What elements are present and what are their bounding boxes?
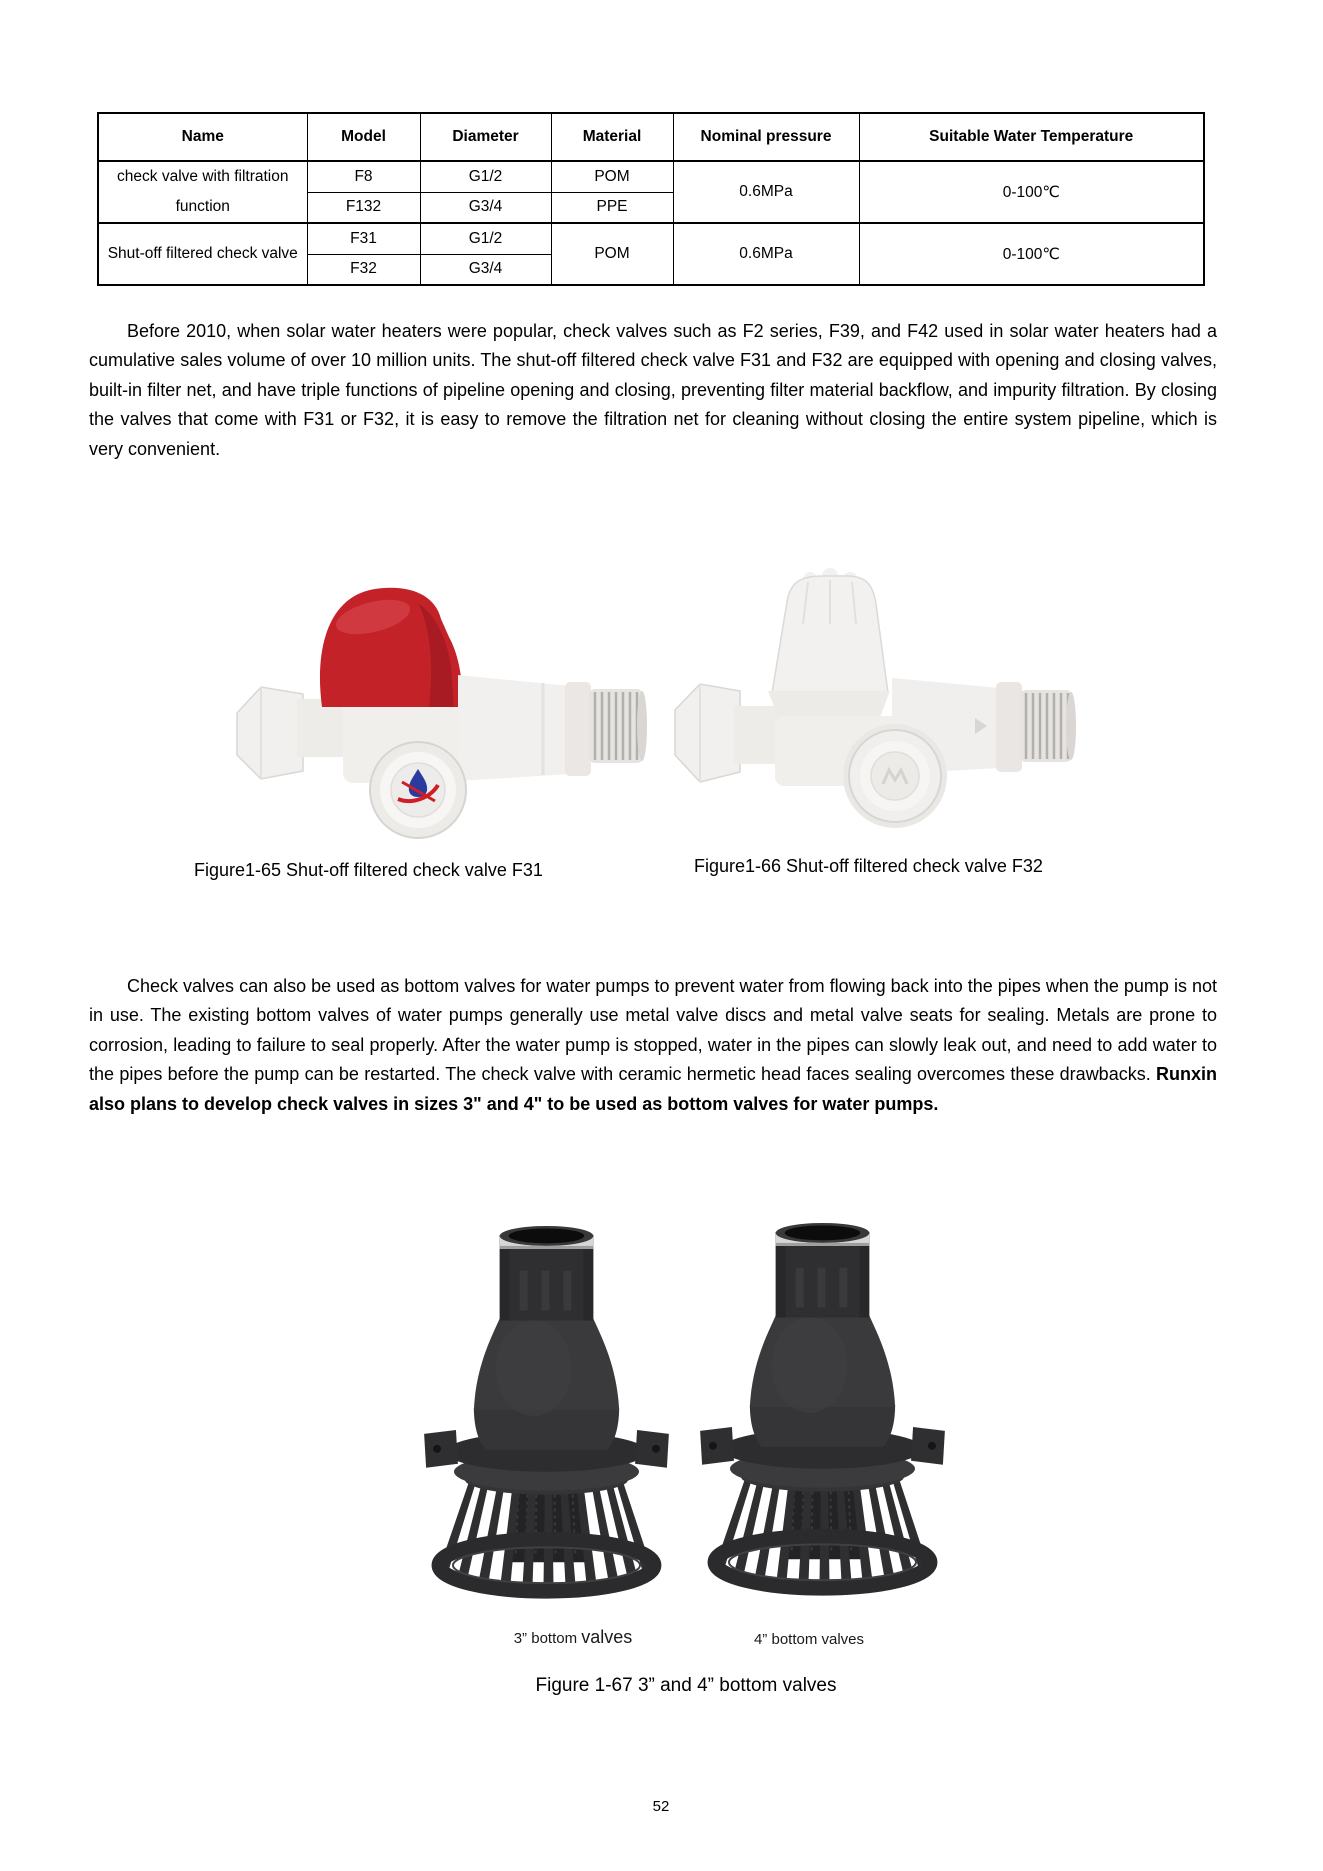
- cell-material-group2: POM: [551, 223, 673, 285]
- threaded-end: [1020, 690, 1076, 762]
- cell-name-group2: Shut-off filtered check valve: [98, 223, 307, 285]
- label-4inch-bottom-valves: 4” bottom valves: [753, 1631, 865, 1648]
- valve-f32-photo: [660, 560, 1080, 832]
- paragraph-bottom-valves: [89, 972, 1217, 1119]
- valve-spec-table: [97, 112, 1205, 286]
- page-number: 52: [652, 1798, 670, 1815]
- cell-model-f32: F32: [307, 254, 420, 285]
- valve-f31-photo: [225, 575, 655, 843]
- valve-f32-body: [675, 568, 1076, 828]
- paragraph-solar-water-heaters: Before 2010, when solar water heaters were popular, check valves such as F2 series, F39, and F42 used in solar water heaters had a cumulative sales volume of over 10 million units. The shut-off filtered check valve F31 and F32 are equipped with opening and closing valves, built-in filter net, and have triple functions of pipeline opening and closing, preventing filter material backflow, and impurity filtration. By closing the valves that come with F31 or F32, it is easy to remove the filtration net for cleaning without closing the entire system pipeline, which is very convenient.: [89, 321, 1217, 459]
- cell-material-f8: POM: [551, 161, 673, 192]
- label-3inch-bottom-valves: [463, 1627, 683, 1648]
- filter-cap: [370, 742, 466, 838]
- cell-material-f132: PPE: [551, 192, 673, 223]
- cell-model-f132: F132: [307, 192, 420, 223]
- label-3inch-suffix: valves: [581, 1627, 633, 1647]
- cell-temperature-group1: 0-100℃: [859, 161, 1204, 223]
- table-row: [98, 223, 1204, 254]
- cell-model-f31: F31: [307, 223, 420, 254]
- header-material: Material: [551, 113, 673, 161]
- header-nominal-pressure: Nominal pressure: [673, 113, 859, 161]
- bottom-valve-3inch-photo: [422, 1219, 671, 1617]
- hex-nut: [237, 687, 303, 779]
- cell-temperature-group2: 0-100℃: [859, 223, 1204, 285]
- paragraph-bottom-valves-bold: Runxin also plans to develop check valves in sizes 3" and 4" to be used as bottom valves for water pumps.: [89, 1064, 1217, 1114]
- figure-1-65-caption: Figure1-65 Shut-off filtered check valve F31: [194, 860, 543, 880]
- label-3inch-prefix: 3” bottom: [513, 1630, 582, 1647]
- threaded-end: [589, 689, 647, 763]
- cell-pressure-group1: 0.6MPa: [673, 161, 859, 223]
- white-handle: [772, 568, 888, 693]
- cell-diameter-f8: G1/2: [420, 161, 551, 192]
- header-diameter: Diameter: [420, 113, 551, 161]
- hex-nut: [675, 684, 740, 782]
- cell-diameter-f31: G1/2: [420, 223, 551, 254]
- red-handle: [320, 588, 462, 707]
- cell-pressure-group2: 0.6MPa: [673, 223, 859, 285]
- header-water-temperature: Suitable Water Temperature: [859, 113, 1204, 161]
- paragraph-bottom-valves-text: Check valves can also be used as bottom valves for water pumps to prevent water from flowing back into the pipes when the pump is not in use. The existing bottom valves of water pumps generally use metal valve discs and metal valve seats for sealing. Metals are prone to corrosion, leading to failure to seal properly. After the water pump is stopped, water in the pipes can slowly leak out, and need to add water to the pipes before the pump can be restarted. The check valve with ceramic hermetic head faces sealing overcomes these drawbacks.: [89, 976, 1217, 1085]
- cell-model-f8: F8: [307, 161, 420, 192]
- table-header-row: [98, 113, 1204, 161]
- valve-f31-body: [237, 588, 647, 838]
- table-row: [98, 161, 1204, 192]
- bottom-valve-4inch-photo: [698, 1216, 947, 1614]
- cell-diameter-f132: G3/4: [420, 192, 551, 223]
- cell-diameter-f32: G3/4: [420, 254, 551, 285]
- figure-1-66-caption: Figure1-66 Shut-off filtered check valve F32: [694, 856, 1043, 876]
- header-model: Model: [307, 113, 420, 161]
- cell-name-group1: check valve with filtration function: [98, 161, 307, 223]
- header-name: Name: [98, 113, 307, 161]
- filter-cap: [843, 724, 947, 828]
- figure-1-67-caption: Figure 1-67 3” and 4” bottom valves: [535, 1675, 837, 1696]
